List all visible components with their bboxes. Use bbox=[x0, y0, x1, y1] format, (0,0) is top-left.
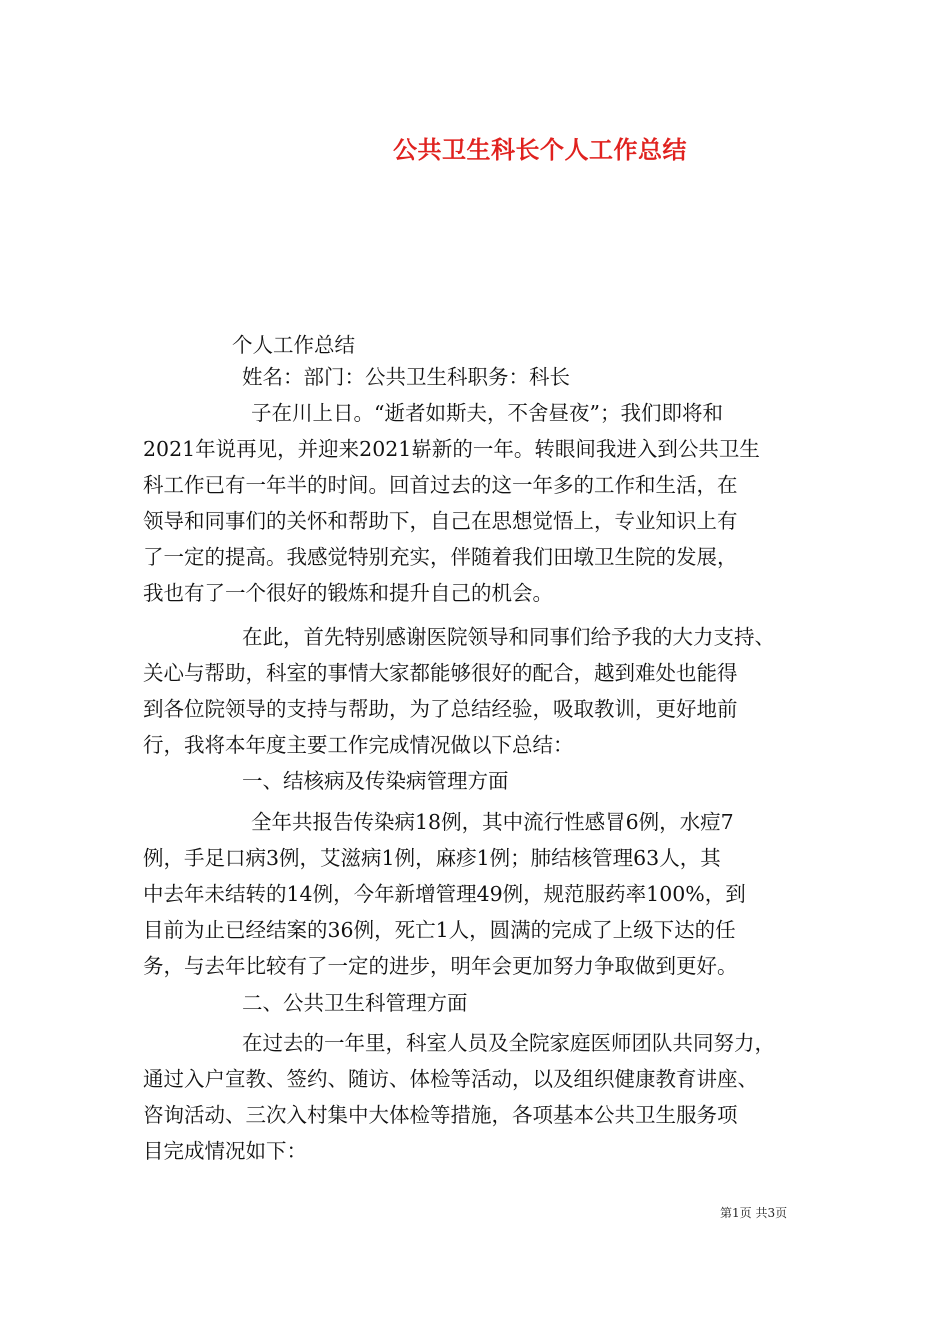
page-title: 公共卫生科长个人工作总结 bbox=[393, 135, 687, 164]
paragraph-line: 全年共报告传染病18例，其中流行性感冒6例，水痘7 bbox=[251, 810, 734, 834]
section-heading: 二、公共卫生科管理方面 bbox=[242, 991, 468, 1015]
paragraph-line: 领导和同事们的关怀和帮助下，自己在思想觉悟上，专业知识上有 bbox=[143, 509, 738, 533]
paragraph-line: 咨询活动、三次入村集中大体检等措施，各项基本公共卫生服务项 bbox=[143, 1103, 738, 1127]
paragraph-line: 2021年说再见，并迎来2021崭新的一年。转眼间我进入到公共卫生 bbox=[143, 437, 760, 461]
paragraph-line: 目完成情况如下： bbox=[143, 1139, 307, 1163]
paragraph-line: 子在川上日。“逝者如斯夫，不舍昼夜”；我们即将和 bbox=[251, 401, 723, 425]
paragraph-line: 在过去的一年里，科室人员及全院家庭医师团队共同努力， bbox=[242, 1031, 775, 1055]
paragraph-line: 通过入户宣教、签约、随访、体检等活动，以及组织健康教育讲座、 bbox=[143, 1067, 758, 1091]
paragraph-line: 我也有了一个很好的锻炼和提升自己的机会。 bbox=[143, 581, 553, 605]
paragraph-line: 到各位院领导的支持与帮助，为了总结经验，吸取教训，更好地前 bbox=[143, 697, 738, 721]
section-heading: 一、结核病及传染病管理方面 bbox=[242, 769, 509, 793]
paragraph-line: 科工作已有一年半的时间。回首过去的这一年多的工作和生活，在 bbox=[143, 473, 738, 497]
page-number: 第1页 共3页 bbox=[720, 1206, 788, 1220]
paragraph-line: 行，我将本年度主要工作完成情况做以下总结： bbox=[143, 733, 574, 757]
paragraph-line: 例，手足口病3例，艾滋病1例，麻疹1例；肺结核管理63人，其 bbox=[143, 846, 721, 870]
paragraph-line: 中去年未结转的14例，今年新增管理49例，规范服药率100%，到 bbox=[143, 882, 746, 906]
paragraph-line: 务，与去年比较有了一定的进步，明年会更加努力争取做到更好。 bbox=[143, 954, 738, 978]
paragraph-line: 关心与帮助，科室的事情大家都能够很好的配合，越到难处也能得 bbox=[143, 661, 738, 685]
section-heading: 个人工作总结 bbox=[232, 333, 355, 357]
author-info: 姓名：部门：公共卫生科职务：科长 bbox=[242, 365, 570, 389]
paragraph-line: 在此，首先特别感谢医院领导和同事们给予我的大力支持、 bbox=[242, 625, 775, 649]
paragraph-line: 了一定的提高。我感觉特别充实，伴随着我们田墩卫生院的发展， bbox=[143, 545, 738, 569]
paragraph-line: 目前为止已经结案的36例，死亡1人，圆满的完成了上级下达的任 bbox=[143, 918, 736, 942]
